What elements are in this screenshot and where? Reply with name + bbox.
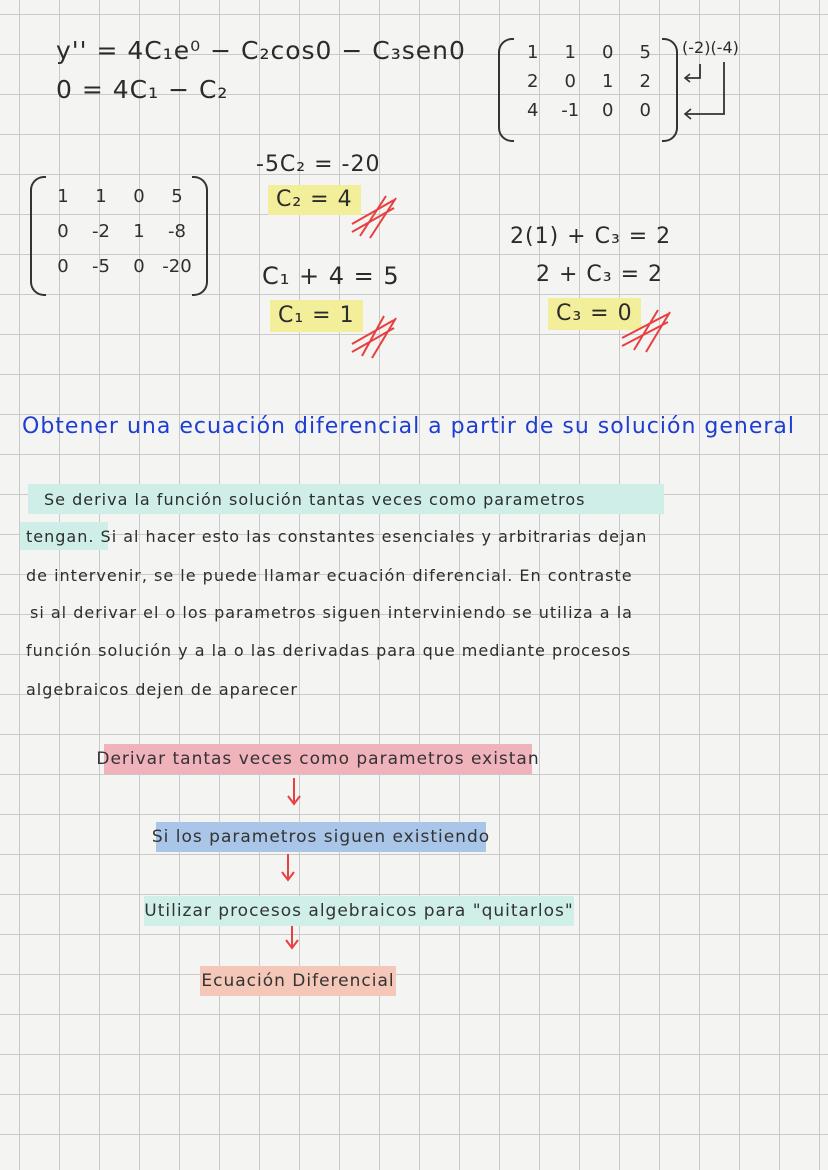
flow-step-result: Ecuación Diferencial — [200, 966, 396, 996]
matrix-cell: 1 — [602, 71, 614, 92]
flow-step-derive: Derivar tantas veces como parametros existan — [104, 744, 532, 774]
derivative-equation: y'' = 4C₁e⁰ − C₂cos0 − C₃sen0 — [56, 36, 466, 65]
matrix-cell: -8 — [168, 221, 186, 242]
row-operations: (-2)(-4) — [682, 38, 739, 57]
matrix-cell: 0 — [602, 42, 614, 63]
flow-arrow — [282, 924, 302, 952]
matrix-cell: 5 — [639, 42, 651, 63]
matrix-cell: 0 — [602, 100, 614, 121]
matrix-cell: 0 — [639, 100, 651, 121]
matrix-cell: 0 — [57, 256, 69, 277]
c3-result: C₃ = 0 — [548, 298, 641, 330]
augmented-matrix-top — [498, 38, 678, 138]
matrix-cell: 2 — [527, 71, 539, 92]
matrix-cell: 1 — [57, 186, 69, 207]
matrix-cell: 1 — [95, 186, 107, 207]
paragraph-line-4: si al derivar el o los parametros siguen interviniendo se utiliza a la — [30, 603, 633, 622]
matrix-cell: 4 — [527, 100, 539, 121]
matrix-cell: -2 — [92, 221, 110, 242]
augmented-matrix-reduced — [30, 176, 208, 292]
c2-equation: -5C₂ = -20 — [256, 152, 381, 177]
section-heading: Obtener una ecuación diferencial a partir de su solución general — [22, 414, 796, 439]
matrix-cell: 0 — [564, 71, 576, 92]
cancel-mark-c1 — [346, 314, 402, 360]
flow-arrow — [278, 852, 298, 884]
matrix-cell: -20 — [162, 256, 192, 277]
c2-result: C₂ = 4 — [268, 185, 361, 215]
initial-condition-equation: 0 = 4C₁ − C₂ — [56, 75, 229, 104]
matrix-cell: 2 — [639, 71, 651, 92]
matrix-cell: 5 — [171, 186, 183, 207]
matrix-cell: 0 — [133, 256, 145, 277]
paragraph-line-5: función solución y a la o las derivadas para que mediante procesos — [26, 641, 632, 660]
paragraph-line-6: algebraicos dejen de aparecer — [26, 680, 298, 699]
matrix-left-entries — [44, 186, 196, 277]
paragraph-line-3: de intervenir, se le puede llamar ecuación diferencial. En contraste — [26, 566, 633, 585]
flow-step-parameters-exist: Si los parametros siguen existiendo — [156, 822, 486, 852]
matrix-bracket-left — [498, 38, 514, 142]
matrix-cell: 0 — [57, 221, 69, 242]
cancel-mark-c2 — [346, 194, 402, 240]
row-operation-arrows — [680, 56, 740, 126]
c1-equation: C₁ + 4 = 5 — [262, 262, 400, 290]
paragraph-line-1: Se deriva la función solución tantas veces como parametros — [44, 490, 586, 509]
flow-step-algebraic-processes: Utilizar procesos algebraicos para "quitarlos" — [144, 896, 574, 926]
matrix-cell: 1 — [133, 221, 145, 242]
matrix-cell: -1 — [561, 100, 580, 121]
c3-equation-2: 2 + C₃ = 2 — [536, 262, 664, 287]
matrix-top-entries — [514, 42, 664, 121]
paragraph-line-2: tengan. Si al hacer esto las constantes esenciales y arbitrarias dejan — [26, 527, 648, 546]
cancel-mark-c3 — [618, 308, 676, 354]
matrix-bracket-right — [662, 38, 678, 142]
c1-result: C₁ = 1 — [270, 300, 363, 332]
matrix-cell: 1 — [564, 42, 576, 63]
matrix-cell: 1 — [527, 42, 539, 63]
matrix-cell: -5 — [92, 256, 110, 277]
flow-arrow — [284, 776, 304, 808]
c3-equation-1: 2(1) + C₃ = 2 — [510, 224, 672, 249]
matrix-cell: 0 — [133, 186, 145, 207]
